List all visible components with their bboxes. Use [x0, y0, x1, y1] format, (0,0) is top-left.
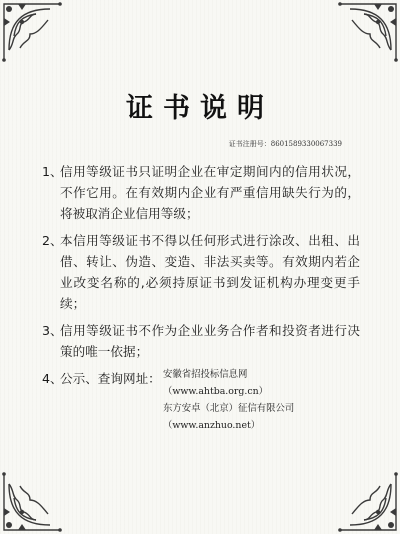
clause-text: 信用等级证书不作为企业业务合作者和投资者进行决策的唯一依据；: [60, 323, 360, 359]
registration-number: 证书注册号：8601589330067339: [228, 140, 342, 148]
query-websites: [163, 366, 294, 434]
corner-ornament-top-left: [0, 0, 64, 64]
clause-number: 3、: [42, 323, 63, 338]
clause-number: 1、: [42, 164, 63, 179]
clause-text: 本信用等级证书不得以任何形式进行涂改、出租、出借、转让、伪造、变造、非法买卖等。有效期内若企业改变名称的,必须持原证书到发证机构办理变更手续；: [60, 233, 360, 311]
website-name: 安徽省招投标信息网: [163, 369, 248, 380]
corner-ornament-bottom-left: [0, 470, 64, 534]
clause-text: 公示、查询网址：: [60, 371, 161, 386]
corner-ornament-top-right: [336, 0, 400, 64]
clause-item: [42, 161, 360, 224]
website-name: 东方安卓（北京）征信有限公司: [163, 403, 295, 414]
website-url: （www.anzhuo.net）: [163, 420, 261, 431]
clause-list: [42, 161, 360, 389]
page-title: 证书说明: [126, 93, 274, 124]
clause-number: 4、: [42, 371, 63, 386]
clause-item: [42, 320, 360, 362]
clause-text: 信用等级证书只证明企业在审定期间内的信用状况，不作它用。在有效期内企业有严重信用缺失行为的，将被取消企业信用等级；: [60, 164, 360, 221]
corner-ornament-bottom-right: [336, 470, 400, 534]
website-url: （www.ahtba.org.cn）: [163, 386, 269, 397]
clause-item: [42, 230, 360, 314]
clause-number: 2、: [42, 233, 63, 248]
